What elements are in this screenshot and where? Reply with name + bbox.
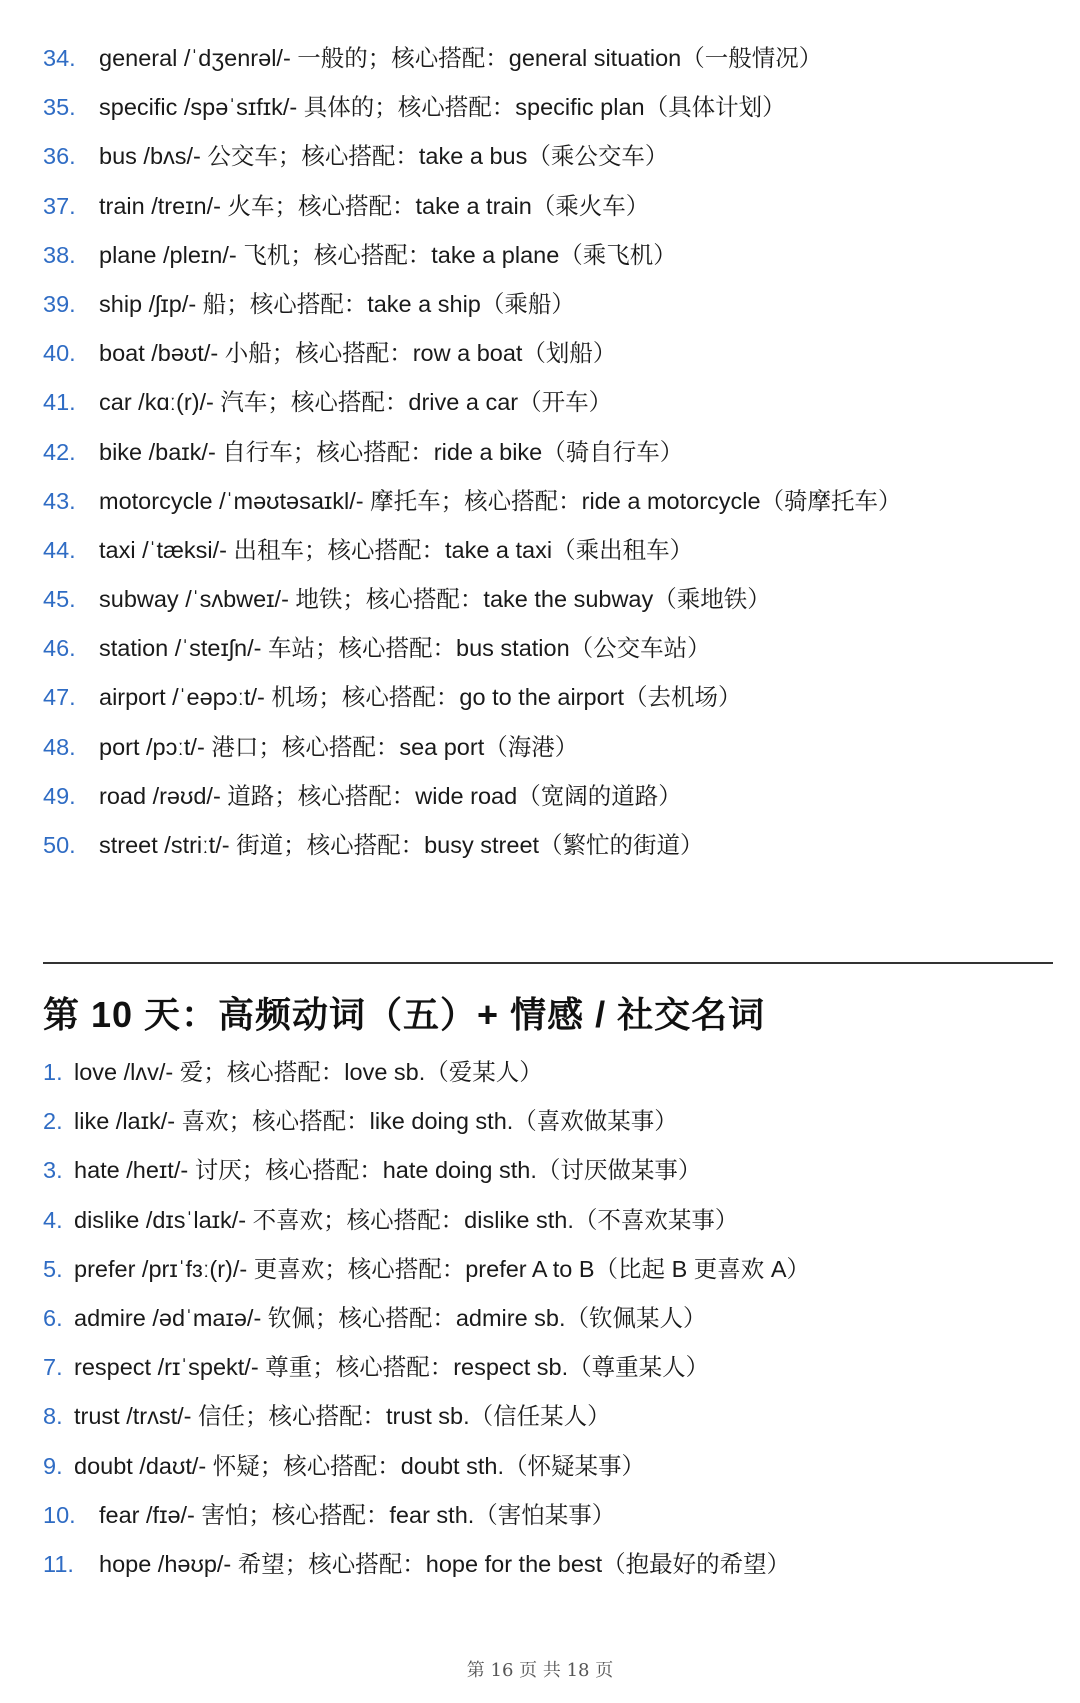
item-text: road /rəʊd/- 道路；核心搭配：wide road（宽阔的道路） [99,782,682,809]
vocab-item [0,575,1080,624]
item-text: car /kɑː(r)/- 汽车；核心搭配：drive a car（开车） [99,389,613,416]
vocab-item [0,1196,1080,1245]
vocab-item [0,1442,1080,1491]
vocab-item [0,1048,1080,1097]
item-text: bike /baɪk/- 自行车；核心搭配：ride a bike（骑自行车） [99,438,684,465]
item-text: prefer /prɪˈfɜː(r)/- 更喜欢；核心搭配：prefer A to B（比起 B 更喜欢 A） [74,1255,810,1282]
vocab-list-day10 [0,1048,1080,1589]
item-number: 48. [43,733,76,760]
item-number: 39. [43,290,76,317]
item-number: 40. [43,340,76,367]
item-text: ship /ʃɪp/- 船；核心搭配：take a ship（乘船） [99,290,575,317]
vocab-list-day9 [0,34,1080,870]
item-text: street /striːt/- 街道；核心搭配：busy street（繁忙的街道） [99,832,704,858]
item-text: respect /rɪˈspekt/- 尊重；核心搭配：respect sb.（尊重某人） [74,1354,710,1381]
item-number: 6. [43,1304,63,1331]
item-number: 37. [43,192,76,219]
item-number: 10. [43,1501,76,1528]
item-text: train /treɪn/- 火车；核心搭配：take a train（乘火车） [99,192,650,219]
item-number: 8. [43,1403,63,1430]
vocab-item [0,477,1080,526]
item-number: 47. [43,684,76,711]
vocab-item [0,526,1080,575]
item-text: boat /bəʊt/- 小船；核心搭配：row a boat（划船） [99,340,617,367]
item-text: airport /ˈeəpɔːt/- 机场；核心搭配：go to the airport（去机场） [99,684,742,711]
item-number: 41. [43,389,76,416]
item-text: like /laɪk/- 喜欢；核心搭配：like doing sth.（喜欢做某事） [74,1108,678,1135]
item-number: 38. [43,241,76,268]
vocab-item [0,772,1080,821]
vocab-item [0,132,1080,181]
item-text: subway /ˈsʌbweɪ/- 地铁；核心搭配：take the subway（乘地铁） [99,586,771,613]
vocab-item [0,723,1080,772]
item-number: 45. [43,586,76,613]
item-text: doubt /daʊt/- 怀疑；核心搭配：doubt sth.（怀疑某事） [74,1452,645,1479]
vocab-item [0,1343,1080,1392]
item-number: 49. [43,782,76,809]
item-number: 46. [43,635,76,662]
item-number: 5. [43,1255,63,1282]
item-text: bus /bʌs/- 公交车；核心搭配：take a bus（乘公交车） [99,143,669,170]
item-text: specific /spəˈsɪfɪk/- 具体的；核心搭配：specific plan（具体计划） [99,94,786,121]
vocab-item [0,1294,1080,1343]
item-number: 35. [43,94,76,121]
item-number: 3. [43,1157,63,1184]
vocab-item [0,1146,1080,1195]
item-text: dislike /dɪsˈlaɪk/- 不喜欢；核心搭配：dislike sth.（不喜欢某事） [74,1206,739,1233]
item-number: 11. [43,1550,74,1577]
vocab-item [0,182,1080,231]
item-text: hate /heɪt/- 讨厌；核心搭配：hate doing sth.（讨厌做某事） [74,1157,702,1184]
item-number: 42. [43,438,76,465]
item-text: taxi /ˈtæksi/- 出租车；核心搭配：take a taxi（乘出租车） [99,536,694,563]
vocab-item [0,1392,1080,1441]
item-number: 44. [43,536,76,563]
vocab-item [0,673,1080,722]
vocab-item [0,83,1080,132]
item-text: motorcycle /ˈməʊtəsaɪkl/- 摩托车；核心搭配：ride a motorcycle（骑摩托车） [99,487,902,514]
item-number: 43. [43,487,76,514]
vocab-item [0,1491,1080,1540]
item-number: 7. [43,1354,63,1381]
vocab-item [0,280,1080,329]
item-text: station /ˈsteɪʃn/- 车站；核心搭配：bus station（公交车站） [99,635,711,662]
item-number: 34. [43,45,76,71]
vocab-item [0,378,1080,427]
vocab-item [0,428,1080,477]
item-number: 2. [43,1108,63,1135]
item-text: port /pɔːt/- 港口；核心搭配：sea port（海港） [99,733,579,760]
item-number: 4. [43,1206,63,1233]
section-divider [43,962,1053,964]
item-text: admire /ədˈmaɪə/- 钦佩；核心搭配：admire sb.（钦佩某人） [74,1304,707,1331]
item-number: 1. [43,1059,63,1085]
item-text: plane /pleɪn/- 飞机；核心搭配：take a plane（乘飞机） [99,241,677,268]
vocab-item [0,34,1080,83]
vocab-item [0,1245,1080,1294]
item-text: hope /həʊp/- 希望；核心搭配：hope for the best（抱最好的希望） [99,1550,791,1577]
vocab-item [0,821,1080,870]
vocab-item [0,329,1080,378]
page-footer: 第 16 页 共 18 页 [466,1660,614,1681]
section-title: 第 10 天：高频动词（五）+ 情感 / 社交名词 [43,994,766,1035]
vocab-item [0,1097,1080,1146]
item-text: trust /trʌst/- 信任；核心搭配：trust sb.（信任某人） [74,1403,611,1430]
item-number: 9. [43,1452,63,1479]
vocab-item [0,624,1080,673]
item-text: love /lʌv/- 爱；核心搭配：love sb.（爱某人） [74,1059,543,1085]
item-number: 36. [43,143,76,170]
vocab-item [0,1540,1080,1589]
item-text: fear /fɪə/- 害怕；核心搭配：fear sth.（害怕某事） [99,1501,616,1528]
vocab-item [0,231,1080,280]
item-text: general /ˈdʒenrəl/- 一般的；核心搭配：general situation（一般情况） [99,45,823,71]
item-number: 50. [43,832,76,858]
